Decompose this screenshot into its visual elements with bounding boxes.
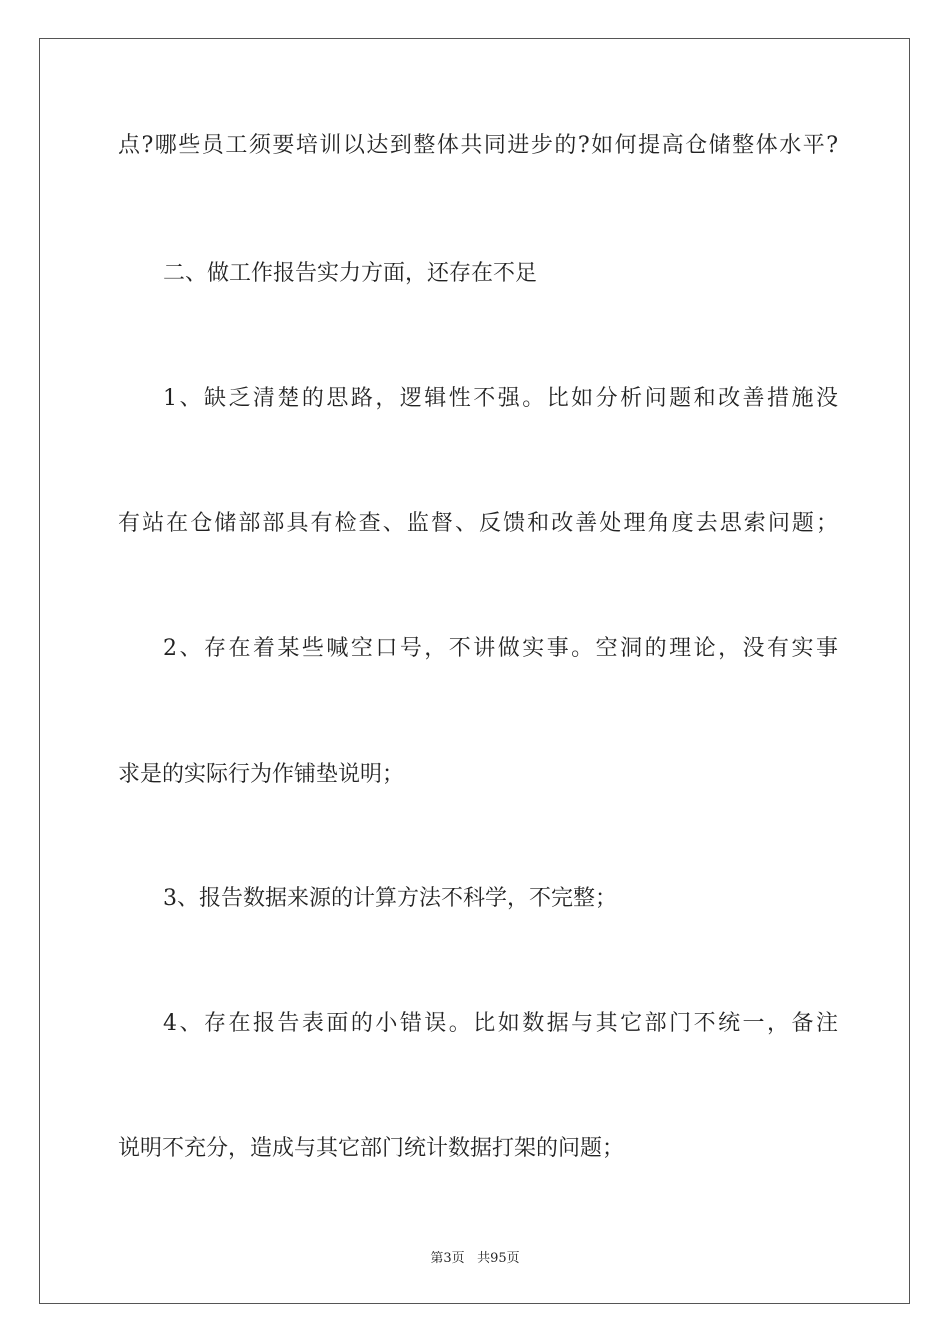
section-heading: 二、做工作报告实力方面，还存在不足	[163, 261, 538, 286]
paragraph-line-5: 求是的实际行为作铺垫说明；	[118, 762, 405, 787]
paragraph-line-3: 有站在仓储部部具有检查、监督、反馈和改善处理角度去思索问题；	[118, 511, 838, 536]
paragraph-line-2: 1、缺乏清楚的思路，逻辑性不强。比如分析问题和改善措施没	[163, 386, 838, 411]
paragraph-line-6: 3、报告数据来源的计算方法不科学，不完整；	[163, 886, 617, 911]
paragraph-line-4: 2、存在着某些喊空口号，不讲做实事。空洞的理论，没有实事	[163, 636, 838, 661]
paragraph-line-7: 4、存在报告表面的小错误。比如数据与其它部门不统一，备注	[163, 1011, 838, 1036]
paragraph-line-1: 点?哪些员工须要培训以达到整体共同进步的?如何提高仓储整体水平?	[118, 133, 838, 158]
paragraph-line-8: 说明不充分，造成与其它部门统计数据打架的问题；	[118, 1136, 625, 1161]
page-border	[39, 38, 910, 1304]
page-total: 共95页	[477, 1251, 520, 1266]
page-number: 第3页	[430, 1251, 465, 1266]
page-footer	[0, 1247, 950, 1266]
